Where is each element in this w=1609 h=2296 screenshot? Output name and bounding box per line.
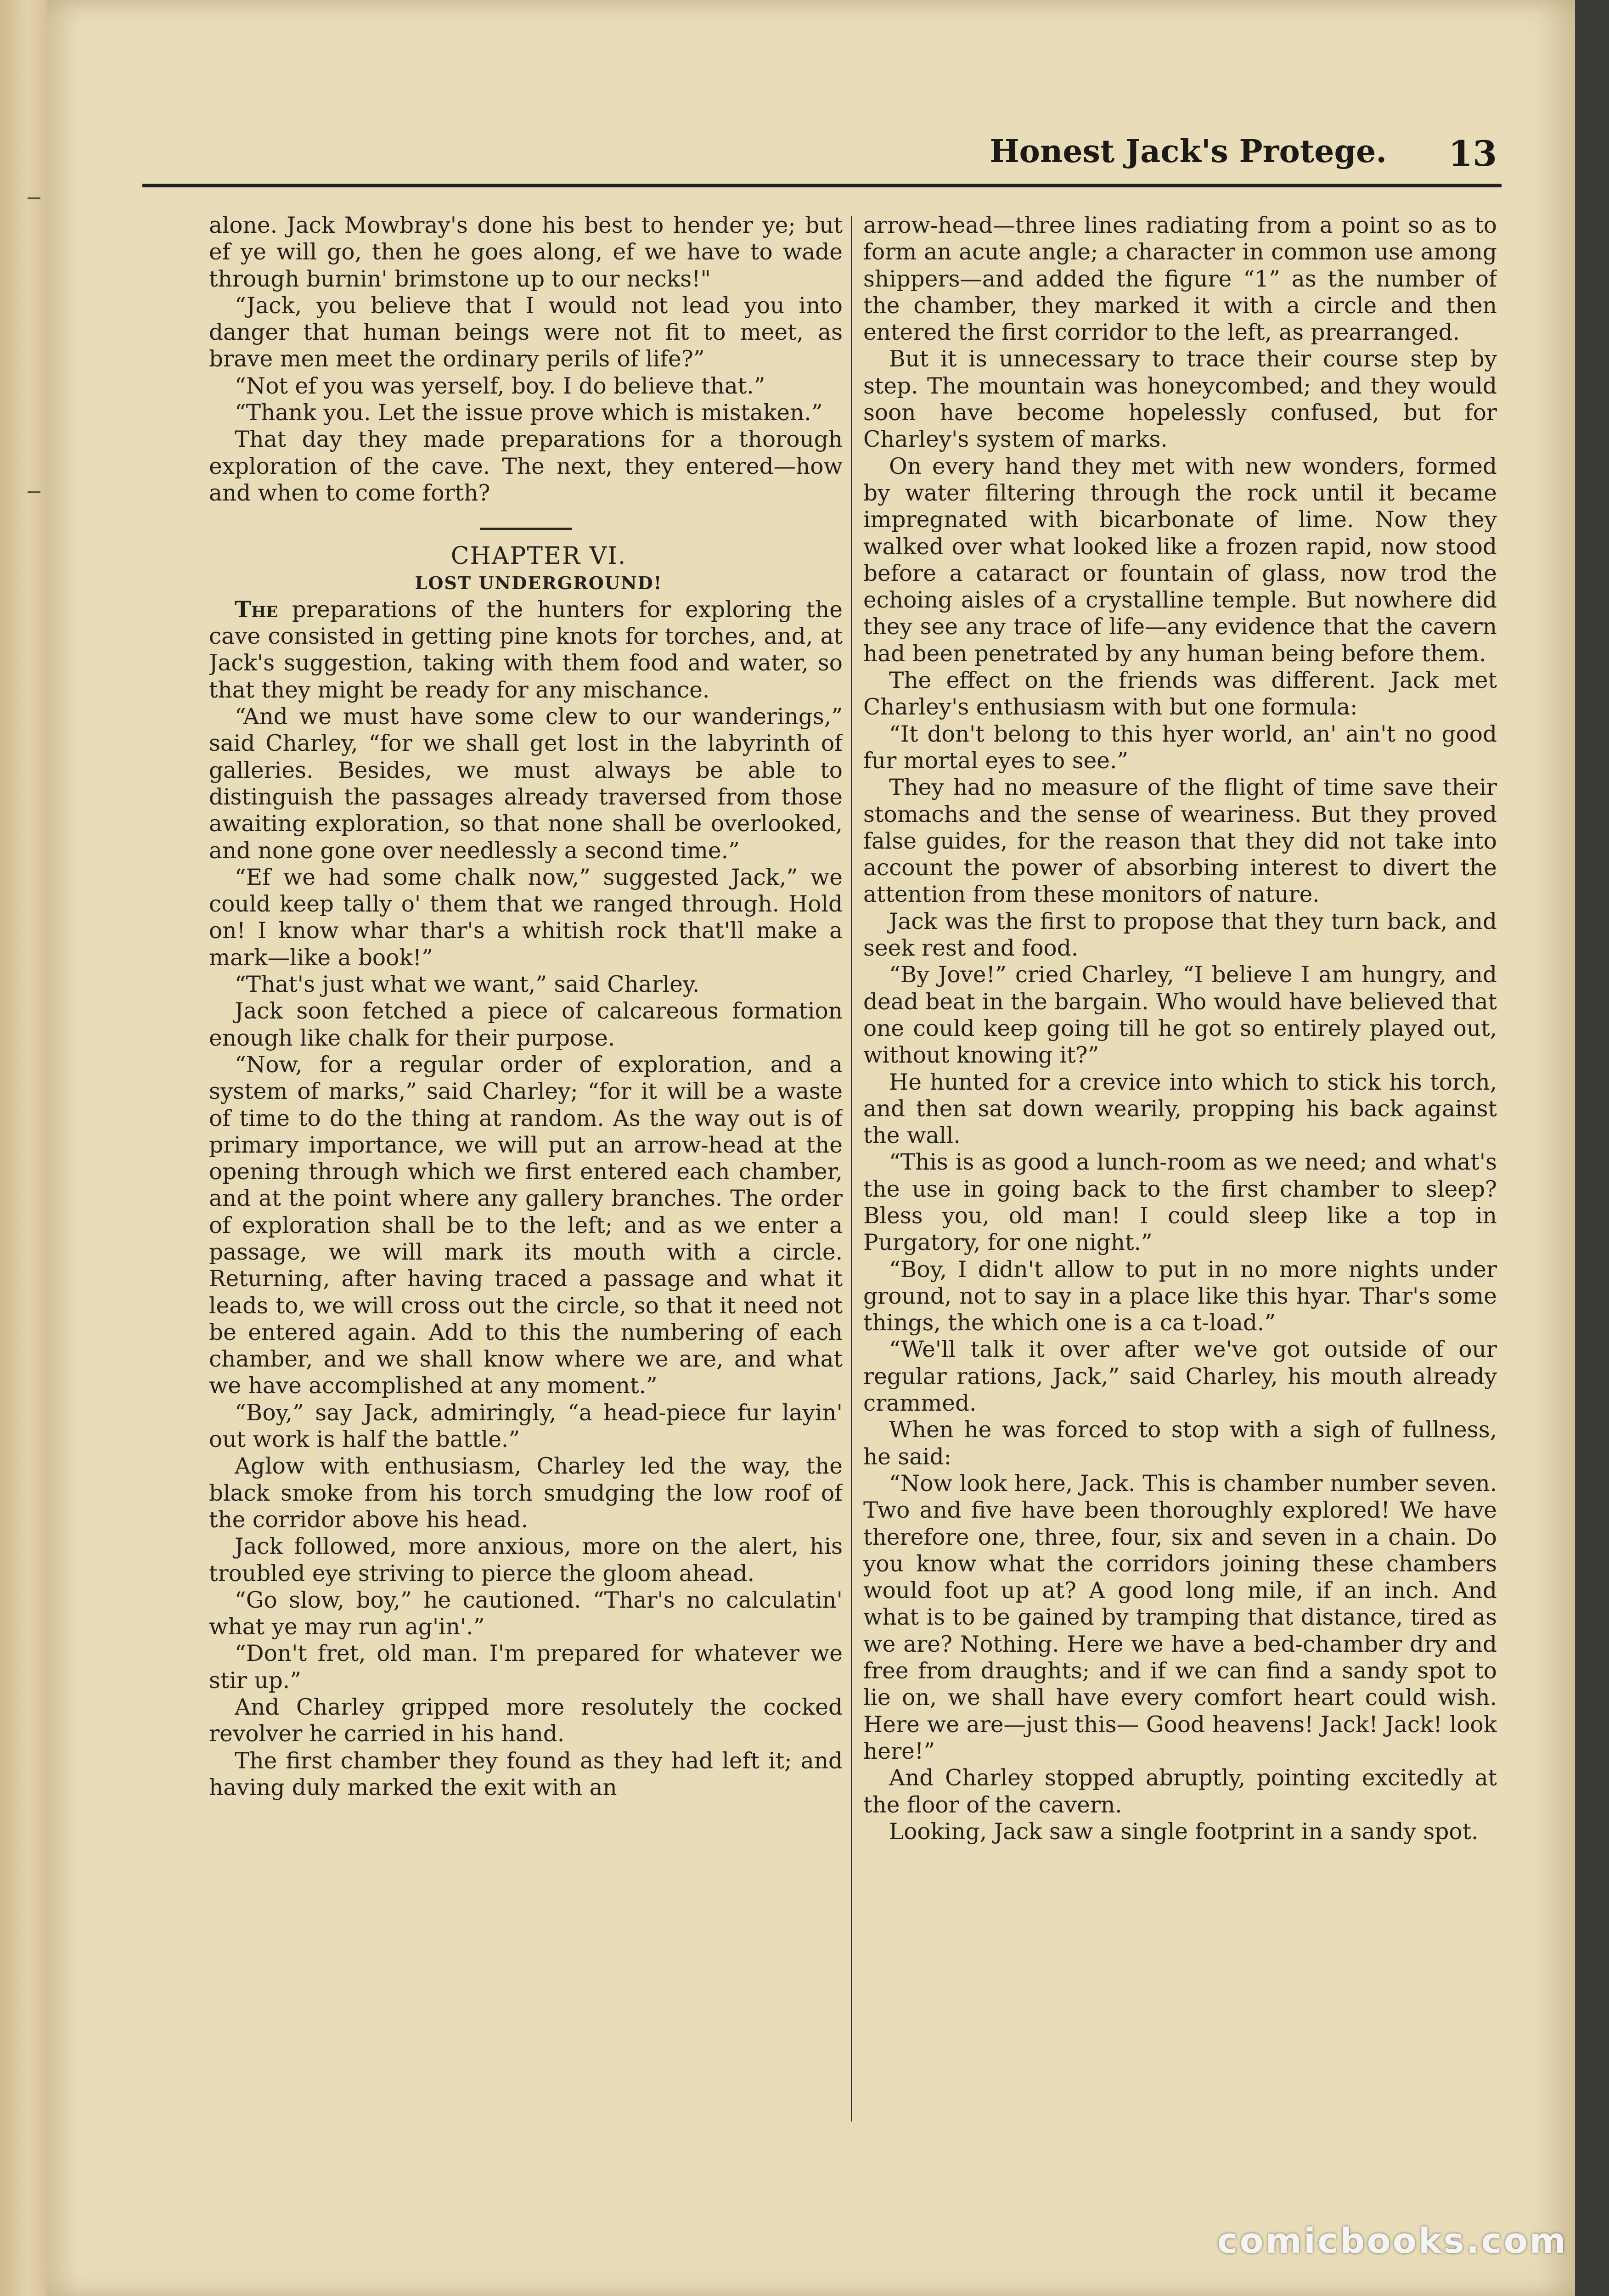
paragraph: “Go slow, boy,” he cautioned. “Thar's no calculatin' what ye may run ag'in'.” xyxy=(209,1587,843,1640)
paragraph: “This is as good a lunch-room as we need; and what's the use in going back to the first chamber to sleep? Bless you, old man! I could sleep like a top in Purgatory, for one night.” xyxy=(863,1149,1497,1256)
pre-chapter-text xyxy=(209,212,843,506)
lead-word: The xyxy=(235,596,278,623)
paragraph: Jack soon fetched a piece of calcareous formation enough like chalk for their purpose. xyxy=(209,998,843,1051)
paragraph: “We'll talk it over after we've got outside of our regular rations, Jack,” said Charley, his mouth already crammed. xyxy=(863,1337,1497,1417)
paragraph: “Thank you. Let the issue prove which is mistaken.” xyxy=(235,400,823,426)
paragraph: “Now, for a regular order of exploration, and a system of marks,” said Charley; “for it will be a waste of time to do the thing at random. As the way out is of primary importance, we will put an arrow-head at the opening through which we first entered each chamber, and at the point where any gallery branches. The order of exploration shall be to the left; and as we enter a passage, we will mark its mouth with a circle. Returning, after having traced a passage and what it leads to, we will cross out the circle, so that it need not be entered again. Add to this the numbering of each chamber, and we shall know where we are, and what we have accomplished at any moment.” xyxy=(209,1052,843,1399)
paragraph: “It don't belong to this hyer world, an' ain't no good fur mortal eyes to see.” xyxy=(863,721,1497,774)
right-column xyxy=(863,212,1497,2132)
paragraph: “Don't fret, old man. I'm prepared for whatever we stir up.” xyxy=(209,1641,843,1694)
paragraph: Jack followed, more anxious, more on the alert, his troubled eye striving to pierce the gloom ahead. xyxy=(209,1534,843,1587)
paragraph: When he was forced to stop with a sigh of fullness, he said: xyxy=(863,1417,1497,1470)
chapter-subtitle: LOST UNDERGROUND! xyxy=(415,572,663,593)
paragraph: “That's just what we want,” said Charley. xyxy=(235,972,700,998)
paragraph: They had no measure of the flight of time save their stomachs and the sense of weariness. But they proved false guides, for the reason that they did not take into account the power of absorbing interest to divert the attention from these monitors of nature. xyxy=(863,775,1497,908)
paragraph: “Ef we had some chalk now,” suggested Jack,” we could keep tally o' them that we ranged through. Hold on! I know whar thar's a whitish rock that'll make a mark—like a book!” xyxy=(209,864,843,971)
paragraph: “And we must have some clew to our wanderings,” said Charley, “for we shall get lost in the labyrinth of galleries. Besides, we must always be able to distinguish the passages already traversed from those awaiting exploration, so that none shall be overlooked, and none gone over needlessly a second time.” xyxy=(209,704,843,864)
paragraph: But it is unnecessary to trace their course step by step. The mountain was honeycombed; and they would soon have become hopelessly confused, but for Charley's system of marks. xyxy=(863,346,1497,453)
chapter-title: CHAPTER VI. xyxy=(450,542,627,570)
left-column xyxy=(209,212,843,2132)
paragraph: That day they made preparations for a thorough exploration of the cave. The next, they entered—how and when to come forth? xyxy=(209,427,843,506)
paragraph: “Boy,” say Jack, admiringly, “a head-piece fur layin' out work is half the battle.” xyxy=(209,1400,843,1453)
paragraph: “Boy, I didn't allow to put in no more nights under ground, not to say in a place like this hyar. Thar's some things, the which one is a ca t-load.” xyxy=(863,1256,1497,1336)
binding-mark xyxy=(28,491,40,493)
paragraph: Aglow with enthusiasm, Charley led the way, the black smoke from his torch smudging the low roof of the corridor above his head. xyxy=(209,1453,843,1533)
chapter-opening-paragraph xyxy=(209,597,843,703)
chapter-divider xyxy=(480,528,572,530)
paragraph: And Charley stopped abruptly, pointing excitedly at the floor of the cavern. xyxy=(863,1765,1497,1818)
paragraph: He hunted for a crevice into which to stick his torch, and then sat down wearily, propping his back against the wall. xyxy=(863,1069,1497,1149)
paragraph: “By Jove!” cried Charley, “I believe I am hungry, and dead beat in the bargain. Who would have believed that one could keep going till he got so entirely played out, without knowing it?” xyxy=(863,962,1497,1069)
paragraph: “Not ef you was yerself, boy. I do believe that.” xyxy=(235,373,765,399)
page-header xyxy=(142,133,1502,187)
site-watermark: comicbooks.com xyxy=(1217,2220,1568,2261)
running-title: Honest Jack's Protege. xyxy=(990,133,1387,170)
paragraph: arrow-head—three lines radiating from a point so as to form an acute angle; a character in common use among shippers—and added the figure “1” as the number of the chamber, they marked it with a circle and then entered the first corridor to the left, as prearranged. xyxy=(863,213,1497,346)
paragraph: alone. Jack Mowbray's done his best to hender ye; but ef ye will go, then he goes along, ef we have to wade through burnin' brimstone up to our necks!" xyxy=(209,213,843,292)
paragraph: On every hand they met with new wonders, formed by water filtering through the rock until it became impregnated with bicarbonate of lime. Now they walked over what looked like a frozen rapid, now stood before a cataract or fountain of glass, now trod the echoing aisles of a crystalline temple. But nowhere did they see any trace of life—any evidence that the cavern had been penetrated by any human being before them. xyxy=(863,453,1497,667)
paragraph: The effect on the friends was different. Jack met Charley's enthusiasm with but one formula: xyxy=(863,668,1497,720)
book-spine xyxy=(0,0,46,2296)
paragraph: Jack was the first to propose that they turn back, and seek rest and food. xyxy=(863,908,1497,962)
page-edge-shadow xyxy=(1575,0,1609,2296)
paragraph: Looking, Jack saw a single footprint in a sandy spot. xyxy=(889,1818,1479,1845)
paragraph: “Jack, you believe that I would not lead you into danger that human beings were not fit to meet, as brave men meet the ordinary perils of life?” xyxy=(209,293,843,372)
page-number: 13 xyxy=(1448,133,1497,174)
binding-mark xyxy=(28,197,40,199)
paragraph: The first chamber they found as they had left it; and having duly marked the exit with an xyxy=(209,1748,843,1801)
lead-text: preparations of the hunters for exploring the cave consisted in getting pine knots for torches, and, at Jack's suggestion, taking with them food and water, so that they might be ready for any mischance. xyxy=(209,597,843,703)
paragraph: And Charley gripped more resolutely the cocked revolver he carried in his hand. xyxy=(209,1694,843,1747)
paragraph: “Now look here, Jack. This is chamber number seven. Two and five have been thoroughly explored! We have therefore one, three, four, six and seven in a chain. Do you know what the corridors joining these chambers would foot up at? A good long mile, if an inch. And what is to be gained by tramping that distance, tired as we are? Nothing. Here we have a bed-chamber dry and free from draughts; and if we can find a sandy spot to lie on, we shall have every comfort heart could wish. Here we are—just this— Good heavens! Jack! Jack! look here!” xyxy=(863,1470,1497,1764)
column-rule xyxy=(851,216,852,2122)
